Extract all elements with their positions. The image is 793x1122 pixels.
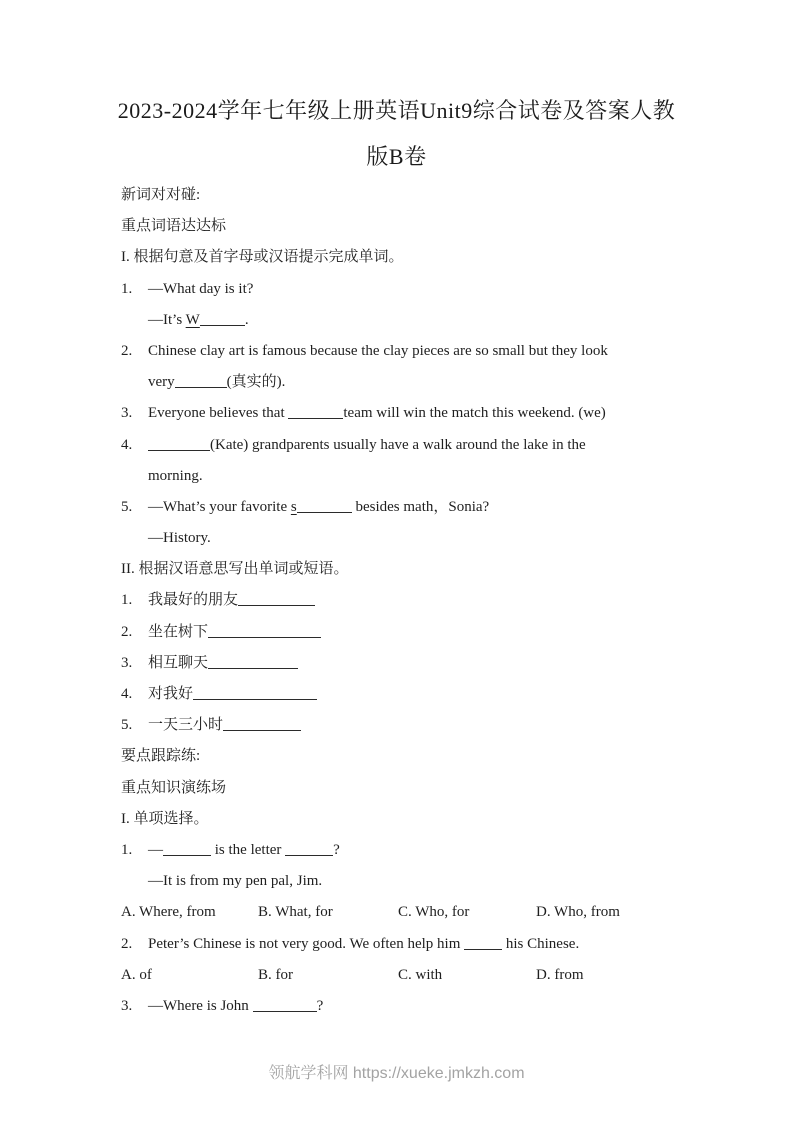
item-number: 1.	[121, 280, 133, 297]
text-line	[121, 274, 693, 305]
text-line	[121, 804, 693, 835]
item-number: 2.	[121, 623, 133, 640]
text-line	[121, 773, 693, 804]
text-line	[121, 617, 693, 648]
text-segment: —It is from my pen pal, Jim.	[148, 873, 323, 890]
text-segment: —History.	[148, 530, 211, 547]
item-content	[148, 592, 315, 608]
content-lines	[121, 180, 693, 1022]
option-choice: B. for	[258, 966, 293, 983]
blank-line	[253, 999, 317, 1012]
text-line	[121, 336, 693, 367]
text-line	[121, 367, 693, 398]
underlined-letter: s	[290, 498, 297, 515]
heading-text	[121, 218, 226, 234]
item-number: 4.	[121, 436, 133, 453]
heading-text	[121, 561, 349, 577]
blank-line	[285, 843, 333, 856]
blank-line	[288, 406, 343, 419]
blank-line	[223, 718, 301, 731]
text-line	[121, 492, 693, 523]
blank-line	[208, 625, 321, 638]
underlined-letter: W	[185, 311, 200, 328]
text-segment: 新词对对碰:	[121, 187, 201, 203]
item-content	[148, 998, 323, 1014]
item-content	[148, 655, 298, 671]
option-choice: A. of	[121, 966, 152, 983]
text-segment: team will win the match this weekend. (we)	[343, 405, 606, 422]
text-line	[121, 180, 693, 211]
text-segment: (真实的).	[226, 374, 286, 391]
text-segment: 对我好	[148, 686, 194, 702]
text-line	[121, 398, 693, 429]
text-segment: Peter’s Chinese is not very good. We often help him	[148, 935, 465, 952]
text-line	[121, 242, 693, 273]
item-number: 1.	[121, 592, 133, 609]
item-content	[148, 343, 608, 359]
item-content	[148, 686, 317, 702]
blank-line	[163, 843, 211, 856]
item-number: 4.	[121, 686, 133, 702]
item-number: 3.	[121, 997, 133, 1014]
item-content	[148, 499, 489, 515]
blank-line	[297, 500, 352, 513]
text-segment: —Where is John	[148, 997, 253, 1014]
text-line	[121, 991, 693, 1022]
item-content	[148, 374, 285, 390]
item-number: 2.	[121, 935, 133, 952]
text-line	[121, 866, 693, 897]
text-segment: besides math，Sonia?	[351, 498, 490, 515]
item-number: 3.	[121, 654, 133, 671]
text-segment: Everyone believes that	[148, 405, 289, 422]
text-line	[121, 211, 693, 242]
text-segment: —What day is it?	[148, 280, 254, 297]
text-segment: 重点知识演练场	[121, 779, 227, 796]
text-segment: 一天三小时	[148, 717, 224, 734]
heading-text	[121, 187, 200, 203]
item-content	[148, 281, 253, 297]
options-row	[121, 960, 693, 991]
blank-line	[193, 687, 317, 700]
heading-text	[121, 748, 200, 764]
heading-text	[121, 811, 209, 827]
text-segment: morning.	[148, 467, 203, 484]
page-footer	[0, 1062, 793, 1086]
text-segment: 要点跟踪练:	[121, 748, 201, 765]
text-segment: Chinese clay art is famous because the clay pieces are so small but they look	[148, 342, 608, 359]
text-line	[121, 585, 693, 616]
text-line	[121, 648, 693, 679]
text-segment: his Chinese.	[502, 935, 580, 952]
text-segment: 相互聊天	[148, 654, 209, 671]
text-line	[121, 741, 693, 772]
option-choice: C. Who, for	[398, 904, 470, 921]
item-content	[148, 936, 579, 952]
watermark-text: 领航学科网 https://xueke.jmkzh.com	[268, 1065, 525, 1082]
text-line	[121, 929, 693, 960]
blank-line	[200, 313, 245, 326]
text-segment: ?	[316, 997, 324, 1014]
option-choice: C. with	[398, 966, 443, 983]
text-segment: 我最好的朋友	[148, 592, 239, 609]
text-segment: very	[148, 374, 175, 391]
option-choice: B. What, for	[258, 904, 333, 921]
text-line	[121, 523, 693, 554]
item-number: 3.	[121, 405, 133, 422]
options-row	[121, 897, 693, 928]
text-segment: 坐在树下	[148, 623, 209, 640]
item-content	[148, 624, 321, 640]
text-segment: —What’s your favorite	[148, 498, 291, 515]
heading-text	[121, 780, 226, 796]
text-segment: —	[148, 841, 163, 858]
item-content	[148, 437, 586, 453]
text-line	[121, 461, 693, 492]
page-title-line1: 2023-2024学年七年级上册英语Unit9综合试卷及答案人教	[117, 98, 676, 123]
item-content	[148, 842, 340, 858]
text-line	[121, 835, 693, 866]
item-content	[148, 717, 301, 733]
item-number: 1.	[121, 841, 133, 858]
text-line	[121, 710, 693, 741]
text-segment: —It’s	[148, 311, 186, 328]
blank-line	[175, 375, 227, 388]
text-segment: .	[244, 311, 249, 328]
text-segment: 重点词语达达标	[121, 218, 227, 235]
page-title-line2: 版B卷	[366, 144, 427, 169]
text-segment: I. 根据句意及首字母或汉语提示完成单词。	[121, 249, 404, 266]
text-segment: ?	[333, 841, 340, 858]
text-segment: II. 根据汉语意思写出单词或短语。	[121, 561, 349, 578]
item-content	[148, 873, 322, 889]
option-choice: D. from	[536, 966, 584, 983]
blank-line	[148, 438, 210, 451]
blank-line	[464, 937, 502, 950]
item-content	[148, 468, 203, 484]
item-number: 5.	[121, 717, 133, 734]
text-line	[121, 305, 693, 336]
text-segment: (Kate) grandparents usually have a walk around the lake in the	[210, 436, 586, 453]
item-number: 5.	[121, 498, 133, 515]
text-line	[121, 554, 693, 585]
item-number: 2.	[121, 342, 133, 359]
text-line	[121, 679, 693, 710]
blank-line	[208, 656, 298, 669]
text-segment: is the letter	[211, 841, 286, 858]
text-line	[121, 430, 693, 461]
item-content	[148, 312, 249, 328]
item-content	[148, 530, 211, 546]
page-title	[0, 88, 793, 180]
text-segment: I. 单项选择。	[121, 810, 209, 827]
item-content	[148, 405, 606, 421]
option-choice: A. Where, from	[121, 904, 216, 921]
option-choice: D. Who, from	[536, 904, 620, 921]
heading-text	[121, 249, 404, 265]
blank-line	[238, 593, 315, 606]
